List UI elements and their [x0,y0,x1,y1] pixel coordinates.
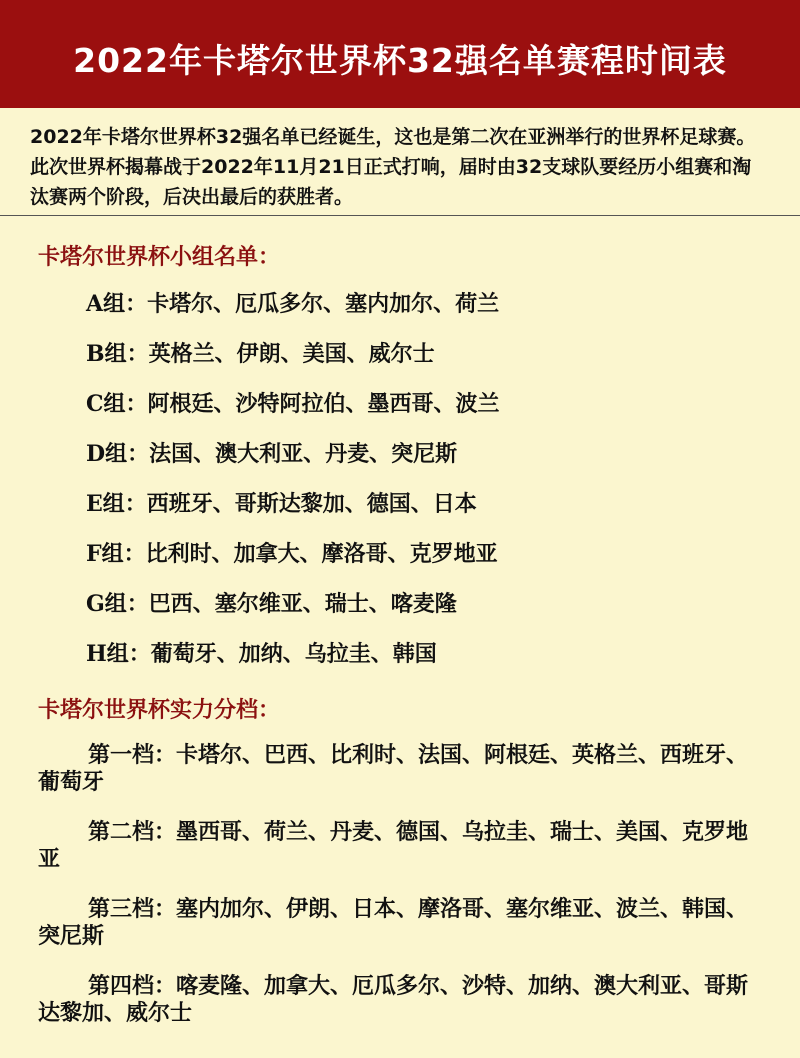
tier-paragraph: 第三档：塞内加尔、伊朗、日本、摩洛哥、塞尔维亚、波兰、韩国、突尼斯 [38,896,749,949]
group-name: B组： [86,341,149,367]
group-name: E组： [86,491,147,517]
group-row [86,441,800,491]
group-name: F组： [86,541,146,567]
group-row [86,541,800,591]
tiers-section-title: 卡塔尔世界杯实力分档： [38,698,281,723]
tier-list [0,742,800,1050]
group-name: C组： [86,391,148,417]
groups-section-title: 卡塔尔世界杯小组名单： [38,245,281,270]
tier-paragraph: 第二档：墨西哥、荷兰、丹麦、德国、乌拉圭、瑞士、美国、克罗地亚 [38,819,749,872]
group-row [86,341,800,391]
group-row [86,391,800,441]
group-teams: 英格兰、伊朗、美国、威尔士 [148,341,435,367]
tier-paragraph: 第四档：喀麦隆、加拿大、厄瓜多尔、沙特、加纳、澳大利亚、哥斯达黎加、威尔士 [38,973,749,1026]
group-name: D组： [86,441,150,467]
group-teams: 葡萄牙、加纳、乌拉圭、韩国 [150,641,437,667]
group-teams: 比利时、加拿大、摩洛哥、克罗地亚 [145,541,498,567]
group-row [86,291,800,341]
group-list [0,291,800,691]
group-name: A组： [86,291,148,317]
intro-paragraph: 2022年卡塔尔世界杯32强名单已经诞生，这也是第二次在亚洲举行的世界杯足球赛。此次世界杯揭幕战于2022年11月21日正式打响，届时由32支球队要经历小组赛和淘汰赛两个阶段，后决出最后的获胜者。 [0,108,800,216]
page-title: 2022年卡塔尔世界杯32强名单赛程时间表 [73,40,727,80]
group-row [86,591,800,641]
tier-paragraph: 第一档：卡塔尔、巴西、比利时、法国、阿根廷、英格兰、西班牙、葡萄牙 [38,742,749,795]
group-teams: 阿根廷、沙特阿拉伯、墨西哥、波兰 [147,391,500,417]
page-header [0,0,800,108]
group-teams: 巴西、塞尔维亚、瑞士、喀麦隆 [148,591,457,617]
group-name: G组： [86,591,149,617]
group-name: H组： [86,641,151,667]
group-teams: 西班牙、哥斯达黎加、德国、日本 [146,491,477,517]
group-row [86,641,800,691]
group-row [86,491,800,541]
group-teams: 卡塔尔、厄瓜多尔、塞内加尔、荷兰 [147,291,500,317]
group-teams: 法国、澳大利亚、丹麦、突尼斯 [149,441,458,467]
